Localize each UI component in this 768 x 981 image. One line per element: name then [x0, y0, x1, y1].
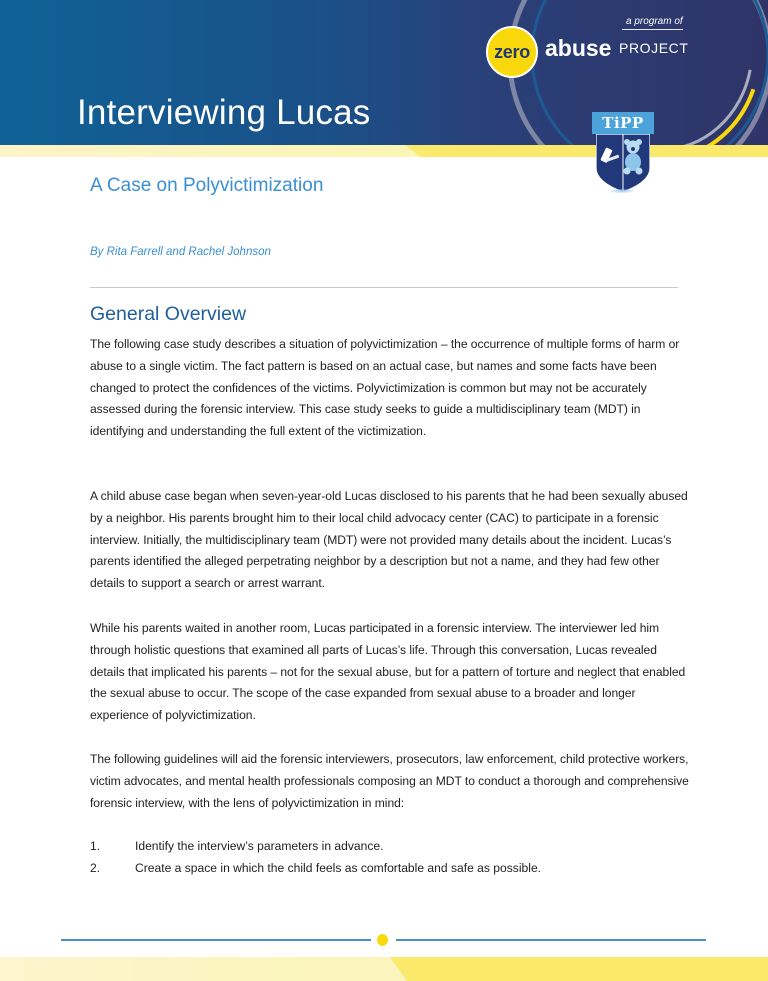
paragraph: The following case study describes a situation of polyvictimization – the occurrence of multiple forms of harm or abuse to a single victim. The fact pattern is based on an actual case, but names and some facts have been changed to protect the confidences of the victims. Polyvictimization is common but may not be accurately assessed during the forensic interview. This case study seeks to guide a multidisciplinary team (MDT) in identifying and understanding the full extent of the victimization. — [90, 337, 680, 439]
footer-rule-right — [396, 939, 706, 941]
logo-zero-text: zero — [494, 41, 530, 62]
footer-stripe-accent — [390, 957, 768, 981]
header-stripe-accent — [405, 145, 768, 157]
paragraph: While his parents waited in another room, Lucas participated in a forensic interview. The interviewer led him through holistic questions that examined all parts of Lucas’s life. Through this conversation, Lucas revealed details that implicated his parents – not for the sexual abuse, but for a pattern of torture and neglect that enabled the sexual abuse to occur. The scope of the case expanded from sexual abuse to a broader and longer experience of polyvictimization. — [90, 621, 686, 723]
logo-abuse-text: abuse — [545, 35, 612, 61]
list-item-text: Create a space in which the child feels as comfortable and safe as possible. — [135, 861, 542, 875]
list-item — [90, 857, 690, 879]
list-item — [90, 835, 690, 857]
list-item-text: Identify the interview’s parameters in advance. — [135, 839, 384, 853]
list-item-number: 1. — [90, 839, 101, 853]
zero-abuse-project-logo[interactable] — [486, 14, 689, 78]
logo-project-text: PROJECT — [619, 40, 689, 56]
shield-gavel-teddy-bear-icon — [596, 134, 650, 192]
list-item-number: 2. — [90, 861, 101, 875]
author-byline: By Rita Farrell and Rachel Johnson — [90, 246, 271, 258]
badge-shadow — [610, 189, 634, 193]
footer-dot-icon — [377, 934, 388, 946]
logo-tagline: a program of — [622, 16, 683, 30]
paragraph: A child abuse case began when seven-year-old Lucas disclosed to his parents that he had been sexually abused by a neighbor. His parents brought him to their local child advocacy center (CAC) to participate in a forensic interview. Initially, the multidisciplinary team (MDT) were not provided many details about the incident. Lucas’s parents identified the alleged perpetrating neighbor by a description but not a name, and they had few other details to support a search or arrest warrant. — [90, 489, 688, 591]
paragraph: The following guidelines will aid the forensic interviewers, prosecutors, law enforcement, child protective workers, victim advocates, and mental health professionals composing an MDT to conduct a thorough and comprehensive forensic interview, with the lens of polyvictimization in mind: — [90, 752, 689, 810]
section-divider — [90, 287, 678, 288]
section-heading: General Overview — [90, 303, 247, 325]
page-title: Interviewing Lucas — [77, 93, 371, 132]
footer-rule-left — [61, 939, 371, 941]
document-subtitle: A Case on Polyvictimization — [90, 175, 324, 196]
tipp-badge — [592, 112, 654, 194]
tipp-label: TiPP — [592, 112, 654, 134]
guidelines-list — [90, 835, 690, 879]
zero-circle-icon — [486, 26, 538, 78]
